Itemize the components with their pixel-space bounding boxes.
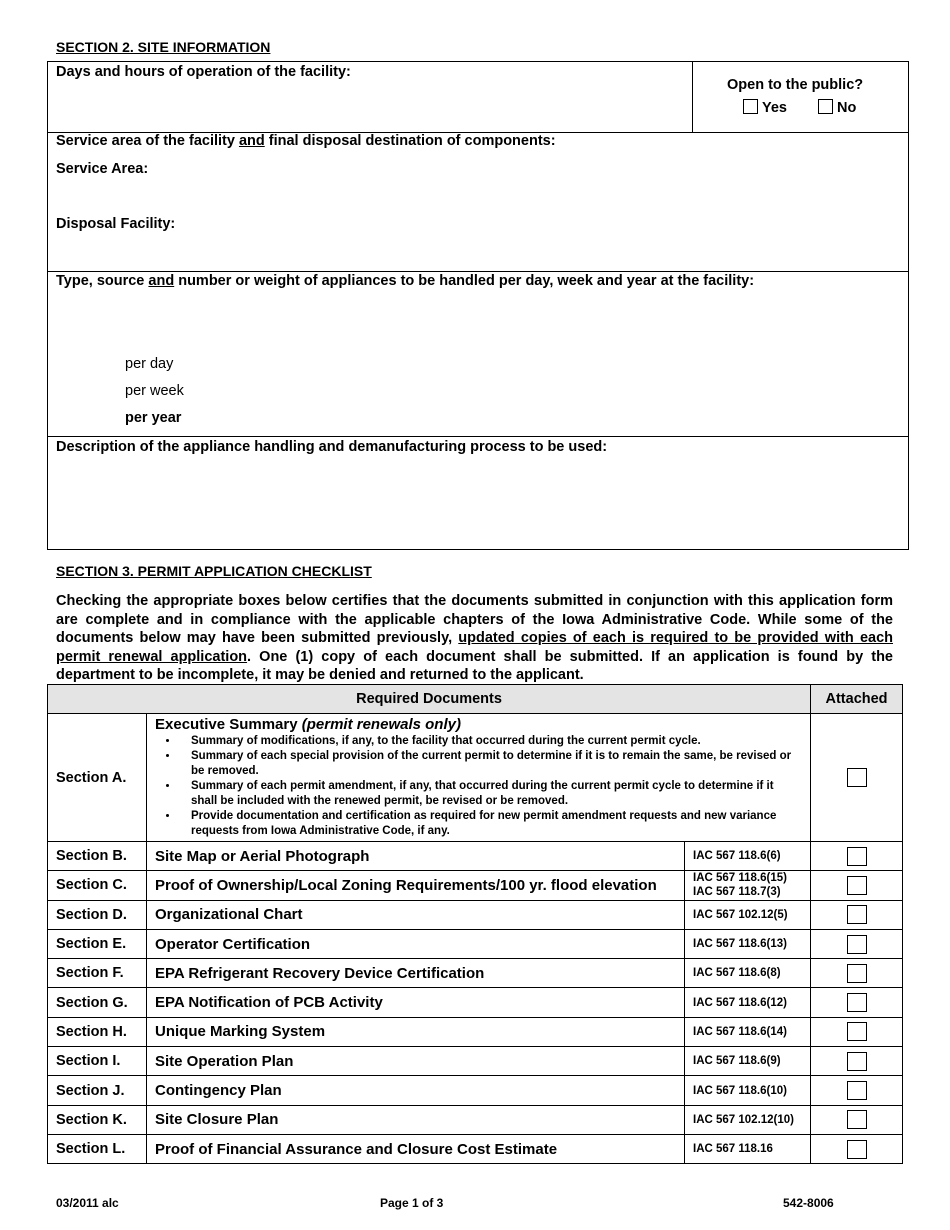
days-hours-label: Days and hours of operation of the facility:	[56, 64, 351, 80]
citation-line: IAC 567 118.6(14)	[693, 1025, 787, 1038]
table-row	[48, 1105, 903, 1134]
attached-checkbox[interactable]	[847, 905, 867, 924]
row-attached	[811, 871, 903, 900]
footer-page-number: Page 1 of 3	[380, 1196, 444, 1210]
para-part-2: . One (1) copy of each document shall be submitted. If an application is found by the department to be incomplete, it may be denied and returned to the applicant.	[56, 648, 893, 683]
citation-line: IAC 567 118.6(10)	[693, 1084, 787, 1097]
service-area-heading-post: final disposal destination of components:	[264, 133, 556, 149]
row-section: Section I.	[48, 1047, 147, 1076]
row-document: Organizational Chart	[147, 900, 685, 929]
row-document: EPA Refrigerant Recovery Device Certification	[147, 959, 685, 988]
service-area-heading-and: and	[238, 133, 265, 149]
section-2-heading: SECTION 2. SITE INFORMATION	[56, 39, 271, 55]
no-label: No	[837, 100, 857, 116]
attached-checkbox[interactable]	[847, 1140, 867, 1159]
row-document: Contingency Plan	[147, 1076, 685, 1105]
row-document: Site Closure Plan	[147, 1105, 685, 1134]
attached-checkbox[interactable]	[847, 964, 867, 983]
row-citation	[685, 929, 811, 958]
table-row	[48, 871, 903, 900]
citation-line: IAC 567 118.6(6)	[693, 850, 781, 863]
citation-line: IAC 567 102.12(10)	[693, 1113, 795, 1126]
attached-checkbox[interactable]	[847, 935, 867, 954]
section-a-attached-cell	[811, 714, 903, 842]
service-area-heading	[56, 133, 556, 149]
row-document: Site Map or Aerial Photograph	[147, 842, 685, 871]
exec-bullet: • Provide documentation and certification as required for new permit amendment requests and new variance requests from Iowa Administrative Code, if any.	[179, 809, 802, 839]
exec-bullet: • Summary of each special provision of the current permit to determine if it is to remain the same, be revised or be removed.	[179, 749, 802, 779]
row-attached	[811, 959, 903, 988]
row-attached	[811, 988, 903, 1017]
row-attached	[811, 900, 903, 929]
per-day-label: per day	[125, 356, 174, 372]
citation-line: IAC 567 102.12(5)	[693, 908, 788, 921]
row-citation	[685, 1105, 811, 1134]
para-underlined: updated copies of each is required to be provided with each permit renewal application	[56, 630, 893, 665]
row-section: Section H.	[48, 1017, 147, 1046]
row-citation	[685, 842, 811, 871]
row-citation	[685, 959, 811, 988]
attached-header: Attached	[811, 685, 903, 714]
type-source-pre: Type, source	[56, 273, 149, 289]
table-row	[48, 1076, 903, 1105]
attached-checkbox[interactable]	[847, 1022, 867, 1041]
citation-line: IAC 567 118.7(3)	[693, 886, 781, 899]
description-label: Description of the appliance handling and demanufacturing process to be used:	[56, 439, 608, 455]
table-row	[48, 988, 903, 1017]
section-3-heading: SECTION 3. PERMIT APPLICATION CHECKLIST	[56, 563, 372, 579]
yes-option[interactable]	[743, 99, 787, 116]
row-citation	[685, 1134, 811, 1163]
row-document: Unique Marking System	[147, 1017, 685, 1046]
row-section: Section J.	[48, 1076, 147, 1105]
yes-label: Yes	[762, 100, 787, 116]
exec-bullet: • Summary of each permit amendment, if any, that occurred during the current permit cycle to determine if it shall be included with the renewed permit, be revised or be removed.	[179, 779, 802, 809]
exec-bullet: • Summary of modifications, if any, to the facility that occurred during the current permit cycle.	[179, 734, 802, 749]
attached-checkbox[interactable]	[847, 847, 867, 866]
row-section: Section K.	[48, 1105, 147, 1134]
disposal-facility-label: Disposal Facility:	[56, 216, 176, 232]
service-area-heading-pre: Service area of the facility	[56, 133, 239, 149]
para-part-1: Checking the appropriate boxes below certifies that the documents submitted in conjunction with this application form are complete and in compliance with the applicable chapters of the Iowa Administrative Code. While some of the documents below may have been submitted previously,	[56, 593, 893, 646]
open-public-box	[692, 61, 909, 133]
executive-summary-title	[155, 716, 802, 733]
yes-checkbox[interactable]	[743, 99, 758, 114]
table-row	[48, 1017, 903, 1046]
row-document: Proof of Ownership/Local Zoning Requirements/100 yr. flood elevation	[147, 871, 685, 900]
citation-line: IAC 567 118.6(8)	[693, 967, 781, 980]
per-year-label: per year	[125, 410, 182, 426]
per-week-label: per week	[125, 383, 184, 399]
section-a-checkbox[interactable]	[847, 768, 867, 787]
row-attached	[811, 1017, 903, 1046]
attached-checkbox[interactable]	[847, 876, 867, 895]
section-a-label: Section A.	[48, 714, 147, 842]
service-area-box	[47, 132, 909, 272]
row-citation	[685, 988, 811, 1017]
attached-checkbox[interactable]	[847, 993, 867, 1012]
row-document: Operator Certification	[147, 929, 685, 958]
row-attached	[811, 1105, 903, 1134]
open-public-label: Open to the public?	[727, 77, 864, 93]
checklist-header-row	[48, 685, 903, 714]
row-attached	[811, 842, 903, 871]
row-citation	[685, 1047, 811, 1076]
row-section: Section G.	[48, 988, 147, 1017]
no-checkbox[interactable]	[818, 99, 833, 114]
attached-checkbox[interactable]	[847, 1052, 867, 1071]
row-section: Section L.	[48, 1134, 147, 1163]
exec-title-text: Executive Summary	[155, 716, 302, 733]
attached-checkbox[interactable]	[847, 1081, 867, 1100]
required-documents-header: Required Documents	[48, 685, 811, 714]
attached-checkbox[interactable]	[847, 1110, 867, 1129]
citation-line: IAC 567 118.6(9)	[693, 1055, 781, 1068]
table-row	[48, 900, 903, 929]
citation-line: IAC 567 118.6(13)	[693, 938, 787, 951]
row-citation	[685, 900, 811, 929]
row-document: Proof of Financial Assurance and Closure Cost Estimate	[147, 1134, 685, 1163]
row-document: EPA Notification of PCB Activity	[147, 988, 685, 1017]
table-row	[48, 842, 903, 871]
appliance-type-heading	[56, 273, 754, 289]
row-attached	[811, 1047, 903, 1076]
citation-line: IAC 567 118.16	[693, 1143, 773, 1156]
row-section: Section D.	[48, 900, 147, 929]
executive-summary-list	[179, 734, 802, 839]
row-citation	[685, 1076, 811, 1105]
row-citation	[685, 871, 811, 900]
service-area-label: Service Area:	[56, 161, 149, 177]
table-row	[48, 1047, 903, 1076]
row-attached	[811, 929, 903, 958]
citation-line: IAC 567 118.6(12)	[693, 996, 787, 1009]
row-attached	[811, 1134, 903, 1163]
row-section: Section F.	[48, 959, 147, 988]
row-section: Section E.	[48, 929, 147, 958]
section-a-row	[48, 714, 903, 842]
row-document: Site Operation Plan	[147, 1047, 685, 1076]
executive-summary-cell	[147, 714, 811, 842]
no-option[interactable]	[818, 99, 856, 116]
certification-paragraph	[56, 592, 893, 685]
row-attached	[811, 1076, 903, 1105]
table-row	[48, 959, 903, 988]
checklist-table	[47, 684, 903, 1164]
type-source-and: and	[148, 273, 175, 289]
exec-title-italic: (permit renewals only)	[301, 716, 461, 733]
table-row	[48, 929, 903, 958]
footer-revision: 03/2011 alc	[56, 1196, 119, 1210]
type-source-post: number or weight of appliances to be handled per day, week and year at the facility:	[174, 273, 755, 289]
row-section: Section B.	[48, 842, 147, 871]
row-section: Section C.	[48, 871, 147, 900]
footer-form-number: 542-8006	[783, 1196, 834, 1210]
citation-line: IAC 567 118.6(15)	[693, 872, 787, 885]
table-row	[48, 1134, 903, 1163]
row-citation	[685, 1017, 811, 1046]
